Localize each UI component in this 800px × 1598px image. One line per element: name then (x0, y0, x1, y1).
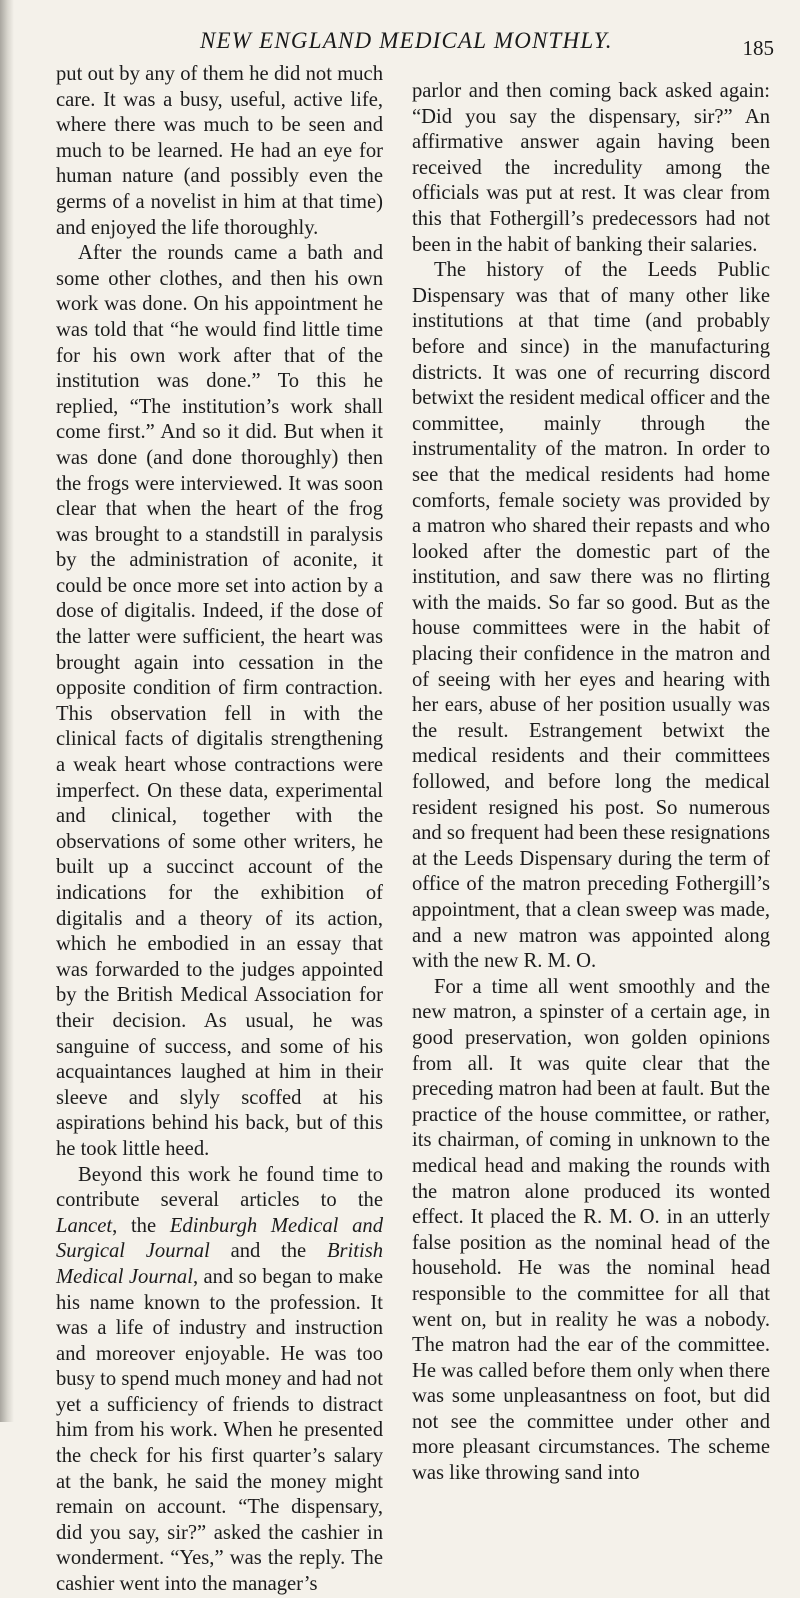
running-title: NEW ENGLAND MEDICAL MONTHLY. (200, 28, 613, 53)
paragraph-text: , the (112, 1214, 170, 1237)
page-edge-shadow (0, 0, 14, 1422)
paragraph-text: and the (209, 1240, 327, 1263)
left-paragraph-2: After the rounds came a bath and some other clothes, and then his own work was done. On his appointment he was told that “he would find little time for his own work after that of the institution was done.” To this he replied, “The institution’s work shall come first.” And so it did. But when it was done (and done thoroughly) then the frogs were interviewed. It was soon clear that when the heart of the frog was brought to a standstill in paralysis by the administration of aconite, it could be once more set into action by a dose of digitalis. Indeed, if the dose of the latter were sufficient, the heart was brought again into cessation in the opposite condition of firm contraction. This observation fell in with the clinical facts of digitalis strengthening a weak heart whose contractions were imperfect. On these data, experimental and clinical, together with the observations of some other writers, he built up a succinct account of the indications for the exhibition of digitalis and a theory of its action, which he embodied in an essay that was forwarded to the judges appointed by the British Medical Association for their decision. As usual, he was sanguine of success, and some of his acquaintances laughed at him in their sleeve and slyly scoffed at his aspirations behind his back, but of this he took little heed. (56, 242, 383, 1160)
right-paragraph-3: For a time all went smoothly and the new matron, a spinster of a certain age, in good preservation, won golden opinions from all. It was quite clear that the preceding matron had been at fault. But the practice of the house committee, or rather, its chairman, of coming in unknown to the medical head and making the rounds with the matron alone produced its wonted effect. It placed the R. M. O. in an utterly false position as the nominal head of the household. He was the nominal head responsible to the committee for all that went on, but in reality he was a nobody. The matron had the ear of the committee. He was called before them only when there was some unpleasantness on foot, but did not see the committee under other and more pleasant circumstances. The scheme was like throwing sand into (412, 975, 770, 1485)
page-number: 185 (742, 36, 774, 60)
left-column (56, 62, 383, 1598)
left-paragraph-3 (56, 1163, 383, 1598)
right-paragraph-1: parlor and then coming back asked again: “Did you say the dispensary, sir?” An affirmative answer again having been received the incredulity among the officials was put at rest. It was clear from this that Fothergill’s predecessors had not been in the habit of banking their salaries. (412, 80, 770, 256)
right-column (412, 79, 770, 1487)
journal-title-edinburgh: Edinburgh Medical and Surgical Journal (56, 1214, 384, 1263)
paragraph-text: , and so began to make his name known to the profession. It was a life of industry and instruction and moreover enjoyable. He was too busy to spend much money and had not yet a sufficiency of friends to distract him from his work. When he presented the check for his first quarter’s salary at the bank, he said the money might remain on account. “The dispensary, did you say, sir?” asked the cashier in wonderment. “Yes,” was the reply. The cashier went into the manager’s (56, 1265, 383, 1596)
paragraph-text: Beyond this work he found time to contribute several articles to the (56, 1163, 383, 1212)
journal-title-lancet: Lancet (56, 1214, 113, 1237)
journal-title-bmj: British Medical Journal (56, 1240, 384, 1288)
left-paragraph-1: put out by any of them he did not much care. It was a busy, useful, active life, where there was much to be seen and much to be learned. He had an eye for human nature (and possibly even the germs of a novelist in him at that time) and enjoyed the life thoroughly. (56, 63, 383, 239)
right-paragraph-2: The history of the Leeds Public Dispensary was that of many other like institutions at that time (and probably before and since) in the manufacturing districts. It was one of recurring discord betwixt the resident medical officer and the committee, mainly through the instrumentality of the matron. In order to see that the medical residents had home comforts, female society was provided by a matron who shared their repasts and who looked after the domestic part of the institution, and saw there was no flirting with the maids. So far so good. But as the house committees were in the habit of placing their confidence in the matron and of seeing with her eyes and hearing with her ears, abuse of her position usually was the result. Estrangement betwixt the medical residents and their committees followed, and before long the medical resident resigned his post. So numerous and so frequent had been these resignations at the Leeds Dispensary during the term of office of the matron preceding Fothergill’s appointment, that a clean sweep was made, and a new matron was appointed along with the new R. M. O. (412, 259, 770, 973)
